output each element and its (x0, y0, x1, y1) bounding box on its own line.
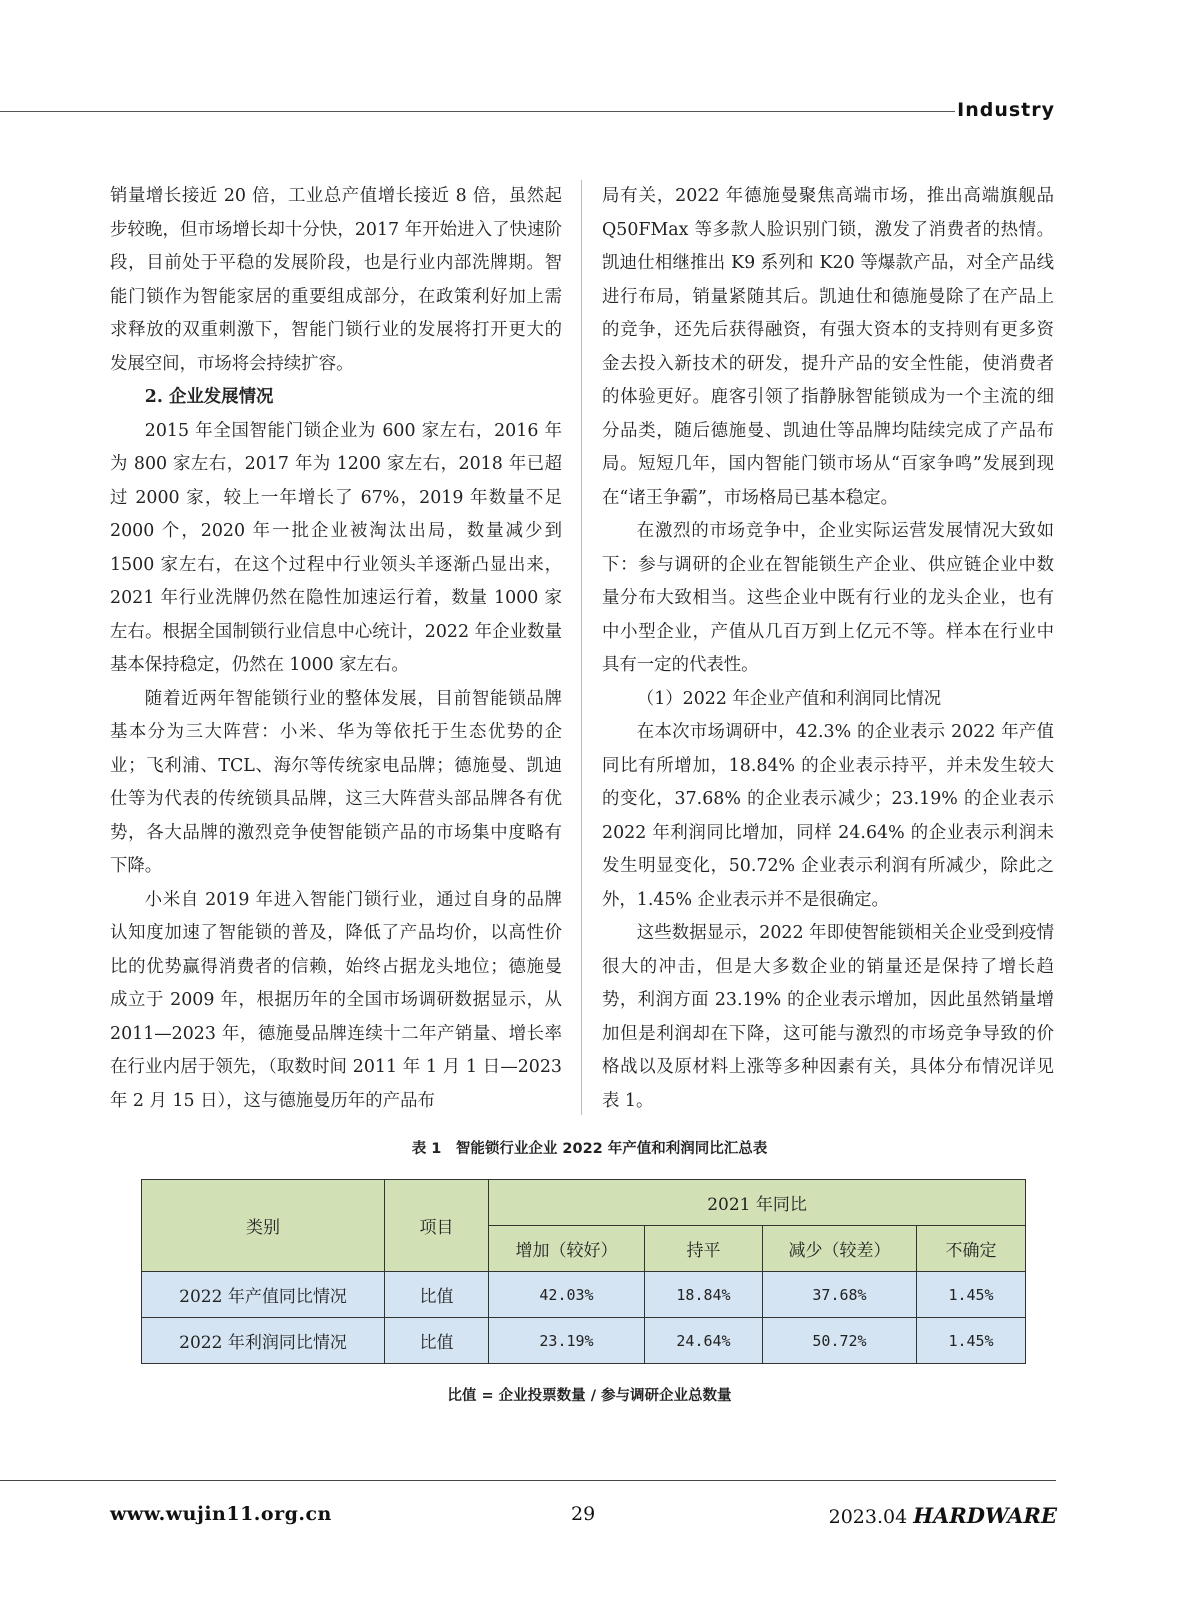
subheader-cell: 持平 (645, 1226, 763, 1272)
table-note: 比值 = 企业投票数量 / 参与调研企业总数量 (447, 1388, 732, 1404)
header-category: 类别 (142, 1180, 385, 1272)
magazine-name: HARDWARE (913, 1503, 1057, 1528)
issue-date: 2023.04 (828, 1506, 908, 1528)
row-category: 2022 年产值同比情况 (142, 1272, 385, 1318)
header-item: 项目 (385, 1180, 489, 1272)
header-group: 2021 年同比 (489, 1180, 1026, 1226)
row-category: 2022 年利润同比情况 (142, 1318, 385, 1364)
row-item: 比值 (385, 1318, 489, 1364)
section-heading: 2. 企业发展情况 (144, 387, 274, 407)
left-column (110, 180, 562, 1118)
subheader-cell: 减少（较差） (763, 1226, 917, 1272)
website-url: www.wujin11.org.cn (110, 1503, 332, 1525)
row-value: 42.03% (489, 1272, 645, 1318)
table-row (142, 1272, 1026, 1318)
paragraph: 2015 年全国智能门锁企业为 600 家左右，2016 年为 800 家左右，2017 年为 1200 家左右，2018 年已超过 2000 家，较上一年增长了 67%，2019 年数量不足 2000 个，2020 年一批企业被淘汰出局，数量减少到 1500 家左右，在这个过程中行业领头羊逐渐凸显出来，2021 年行业洗牌仍然在隐性加速运行着，数量 1000 家左右。根据全国制锁行业信息中心统计，2022 年企业数量基本保持稳定，仍然在 1000 家左右。 (110, 420, 562, 675)
section-tag: Industry (957, 99, 1055, 121)
table-header-row (142, 1180, 1026, 1226)
paragraph: 在本次市场调研中，42.3% 的企业表示 2022 年产值同比有所增加，18.84% 的企业表示持平，并未发生较大的变化，37.68% 的企业表示减少；23.19% 的企业表示 2022 年利润同比增加，同样 24.64% 的企业表示利润未发生明显变化，50.72% 企业表示利润有所减少，除此之外，1.45% 企业表示并不是很确定。 (602, 722, 1054, 910)
paragraph: 在激烈的市场竞争中，企业实际运营发展情况大致如下：参与调研的企业在智能锁生产企业、供应链企业中数量分布大致相当。这些企业中既有行业的龙头企业，也有中小型企业，产值从几百万到上亿元不等。样本在行业中具有一定的代表性。 (602, 521, 1054, 675)
row-value: 1.45% (917, 1272, 1026, 1318)
row-value: 1.45% (917, 1318, 1026, 1364)
column-divider (581, 180, 582, 1115)
right-column (602, 180, 1054, 1118)
page-number: 29 (571, 1503, 596, 1525)
row-value: 50.72% (763, 1318, 917, 1364)
subheader-cell: 增加（较好） (489, 1226, 645, 1272)
table-title: 表 1 智能锁行业企业 2022 年产值和利润同比汇总表 (411, 1141, 768, 1157)
issue-label (829, 1503, 1057, 1528)
sub-heading: （1）2022 年企业产值和利润同比情况 (636, 688, 942, 709)
paragraph: 小米自 2019 年进入智能门锁行业，通过自身的品牌认知度加速了智能锁的普及，降低了产品均价，以高性价比的优势赢得消费者的信赖，始终占据龙头地位；德施曼成立于 2009 年，根据历年的全国市场调研数据显示，从 2011—2023 年，德施曼品牌连续十二年产销量、增长率在行业内居于领先，（取数时间 2011 年 1 月 1 日—2023 年 2 月 15 日），这与德施曼历年的产品布 (110, 889, 562, 1111)
row-value: 24.64% (645, 1318, 763, 1364)
paragraph: 销量增长接近 20 倍，工业总产值增长接近 8 倍，虽然起步较晚，但市场增长却十分快，2017 年开始进入了快速阶段，目前处于平稳的发展阶段，也是行业内部洗牌期。智能门锁作为智能家居的重要组成部分，在政策利好加上需求释放的双重刺激下，智能门锁行业的发展将打开更大的发展空间，市场将会持续扩容。 (110, 186, 562, 374)
paragraph: 局有关，2022 年德施曼聚焦高端市场，推出高端旗舰品 Q50FMax 等多款人脸识别门锁，激发了消费者的热情。凯迪仕相继推出 K9 系列和 K20 等爆款产品，对全产品线进行布局，销量紧随其后。凯迪仕和德施曼除了在产品上的竞争，还先后获得融资，有强大资本的支持则有更多资金去投入新技术的研发，提升产品的安全性能，使消费者的体验更好。鹿客引领了指静脉智能锁成为一个主流的细分品类，随后德施曼、凯迪仕等品牌均陆续完成了产品布局。短短几年，国内智能门锁市场从“百家争鸣”发展到现在“诸王争霸”，市场格局已基本稳定。 (602, 186, 1054, 508)
header-rule (0, 111, 955, 112)
subheader-cell: 不确定 (917, 1226, 1026, 1272)
footer-rule (0, 1480, 1056, 1481)
table-row (142, 1318, 1026, 1364)
paragraph: 这些数据显示，2022 年即使智能锁相关企业受到疫情很大的冲击，但是大多数企业的销量还是保持了增长趋势，利润方面 23.19% 的企业表示增加，因此虽然销量增加但是利润却在下降，这可能与激烈的市场竞争导致的价格战以及原材料上涨等多种因素有关，具体分布情况详见表 1。 (602, 923, 1054, 1111)
row-value: 23.19% (489, 1318, 645, 1364)
summary-table (141, 1179, 1026, 1364)
paragraph: 随着近两年智能锁行业的整体发展，目前智能锁品牌基本分为三大阵营：小米、华为等依托于生态优势的企业；飞利浦、TCL、海尔等传统家电品牌；德施曼、凯迪仕等为代表的传统锁具品牌，这三大阵营头部品牌各有优势，各大品牌的激烈竞争使智能锁产品的市场集中度略有下降。 (110, 688, 562, 876)
row-value: 18.84% (645, 1272, 763, 1318)
row-item: 比值 (385, 1272, 489, 1318)
row-value: 37.68% (763, 1272, 917, 1318)
